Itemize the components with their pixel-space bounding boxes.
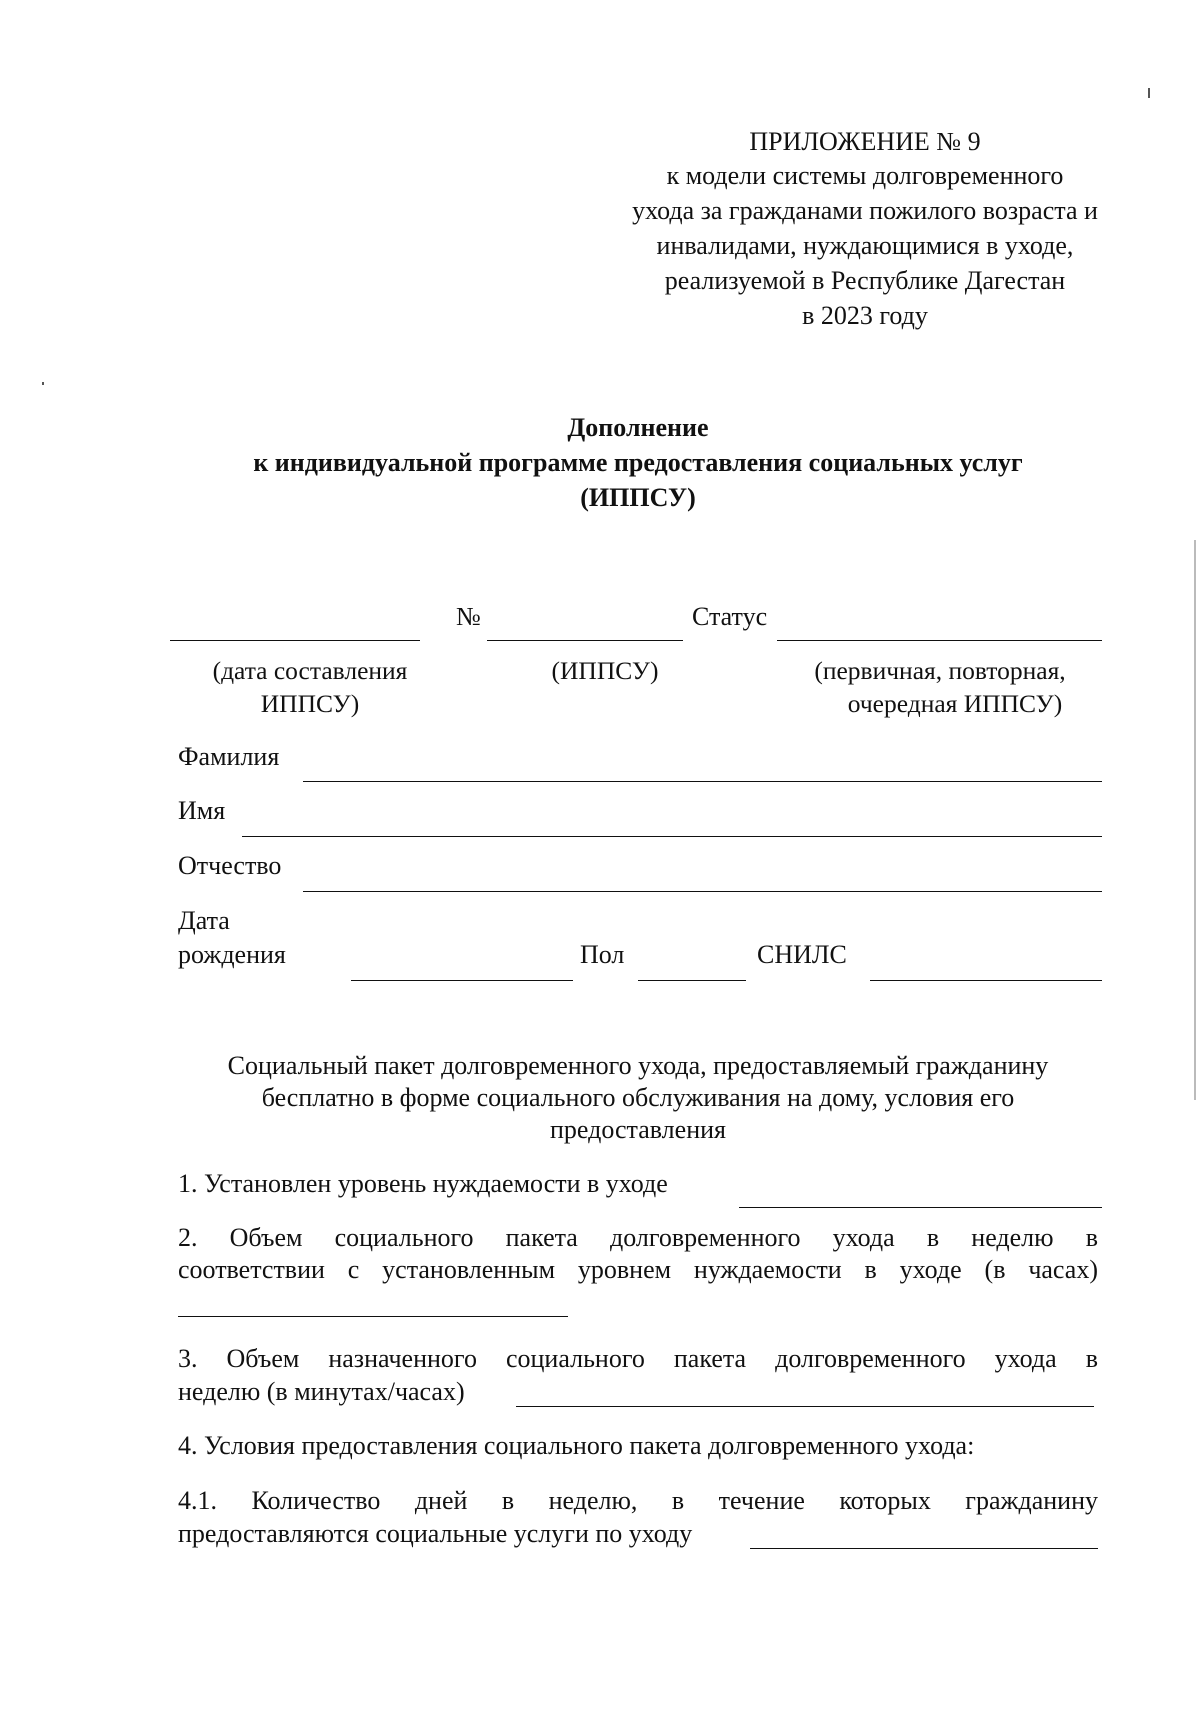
package-title-line: предоставления [550,1115,726,1144]
heading-line: Дополнение [567,413,709,442]
item-2-line: 2. Объем социального пакета долговременного ухода в неделю в [178,1223,1098,1252]
sex-label: Пол [580,940,625,969]
scan-speck [1148,88,1150,98]
package-title-line: бесплатно в форме социального обслуживания на дому, условия его [261,1083,1015,1112]
surname-label: Фамилия [178,742,280,771]
surname-field[interactable] [303,781,1102,782]
birth-date-field[interactable] [351,980,573,981]
patronymic-label: Отчество [178,851,282,880]
assigned-volume-field[interactable] [516,1406,1094,1407]
item-4-1-line: предоставляются социальные услуги по уходу [178,1519,693,1548]
date-field[interactable] [170,640,420,641]
number-field[interactable] [487,640,683,641]
scan-margin-line [1194,540,1196,1100]
name-field[interactable] [242,836,1102,837]
birth-label: рождения [178,940,286,969]
status-caption: (первичная, повторная, [814,656,1066,685]
date-caption: (дата составления [212,656,408,685]
heading-line: (ИППСУ) [580,483,696,512]
item-3-line: неделю (в минутах/часах) [178,1377,465,1406]
package-title-line: Социальный пакет долговременного ухода, предоставляемый гражданину [227,1051,1049,1080]
appendix-line: реализуемой в Республике Дагестан [664,266,1066,295]
item-2-line: соответствии с установленным уровнем нуждаемости в уходе (в часах) [178,1255,1098,1284]
status-field[interactable] [777,640,1102,641]
item-4: 4. Условия предоставления социального пакета долговременного ухода: [178,1431,975,1460]
sex-field[interactable] [638,980,746,981]
patronymic-field[interactable] [303,891,1102,892]
ippsu-caption: (ИППСУ) [551,656,659,685]
number-label: № [456,602,481,631]
item-3 [178,1343,1098,1375]
status-label: Статус [692,602,768,631]
need-level-field[interactable] [739,1207,1102,1208]
snils-field[interactable] [870,980,1102,981]
scan-speck [42,382,44,385]
item-1: 1. Установлен уровень нуждаемости в уходе [178,1169,668,1198]
appendix-title: ПРИЛОЖЕНИЕ № 9 [749,127,981,156]
package-hours-field[interactable] [178,1316,568,1317]
item-4-1-line: 4.1. Количество дней в неделю, в течение которых гражданину [178,1486,1098,1515]
name-label: Имя [178,796,226,825]
item-3-line: 3. Объем назначенного социального пакета долговременного ухода в [178,1344,1098,1373]
snils-label: СНИЛС [757,940,847,969]
appendix-line: ухода за гражданами пожилого возраста и [632,196,1098,225]
days-per-week-field[interactable] [750,1548,1098,1549]
item-4-1 [178,1485,1098,1517]
item-2 [178,1222,1098,1286]
appendix-line: к модели системы долговременного [666,161,1064,190]
heading-line: к индивидуальной программе предоставления социальных услуг [253,448,1023,477]
birth-label: Дата [178,906,230,935]
appendix-line: инвалидами, нуждающимися в уходе, [656,231,1074,260]
status-caption: очередная ИППСУ) [847,689,1063,718]
date-caption: ИППСУ) [260,689,360,718]
appendix-line: в 2023 году [802,301,928,330]
